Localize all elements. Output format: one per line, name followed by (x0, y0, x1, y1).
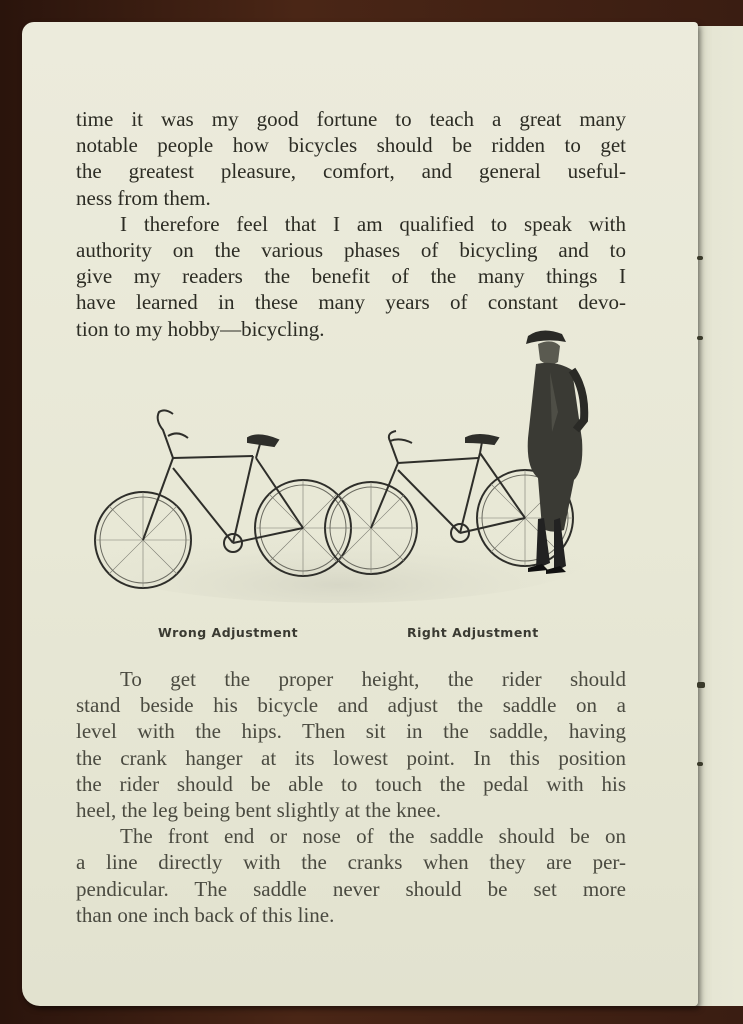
text-line: heel, the leg being bent slightly at the knee. (76, 798, 442, 823)
text-line: I therefore feel that I am qualified to speak with (120, 211, 626, 236)
facing-page-edge (694, 26, 743, 1006)
text-line: have learned in these many years of constant devo- (76, 290, 626, 315)
text-line: tion to my hobby—bicycling. (76, 316, 325, 341)
text-line: time it was my good fortune to teach a great many (76, 107, 626, 131)
bottom-paragraph (76, 666, 626, 928)
text-line: ness from them. (76, 185, 211, 210)
text-line: give my readers the benefit of the many things I (76, 264, 626, 289)
text-line: authority on the various phases of bicycling and to (76, 238, 626, 263)
binding-stitch (697, 682, 705, 688)
text-line: level with the hips. Then sit in the saddle, having (76, 719, 626, 744)
text-line: To get the proper height, the rider should (120, 667, 626, 691)
text-line: a line directly with the cranks when they are per- (76, 850, 626, 875)
top-paragraph (76, 106, 626, 342)
text-line: stand beside his bicycle and adjust the saddle on a (76, 693, 626, 718)
text-line: the crank hanger at its lowest point. In this position (76, 745, 626, 770)
text-line: than one inch back of this line. (76, 902, 335, 927)
right-adjustment-caption: Right Adjustment (407, 625, 539, 640)
text-line: The front end or nose of the saddle should be on (120, 824, 626, 849)
text-line: pendicular. The saddle never should be set more (76, 876, 626, 901)
bicycles-and-man-illustration (88, 318, 628, 608)
wrong-adjustment-caption: Wrong Adjustment (158, 625, 299, 640)
binding-stitch (697, 336, 703, 340)
binding-stitch (697, 762, 703, 766)
text-line: notable people how bicycles should be ridden to get (76, 133, 626, 158)
text-line: the greatest pleasure, comfort, and general useful- (76, 159, 626, 184)
binding-stitch (697, 256, 703, 260)
text-line: the rider should be able to touch the pedal with his (76, 771, 626, 796)
